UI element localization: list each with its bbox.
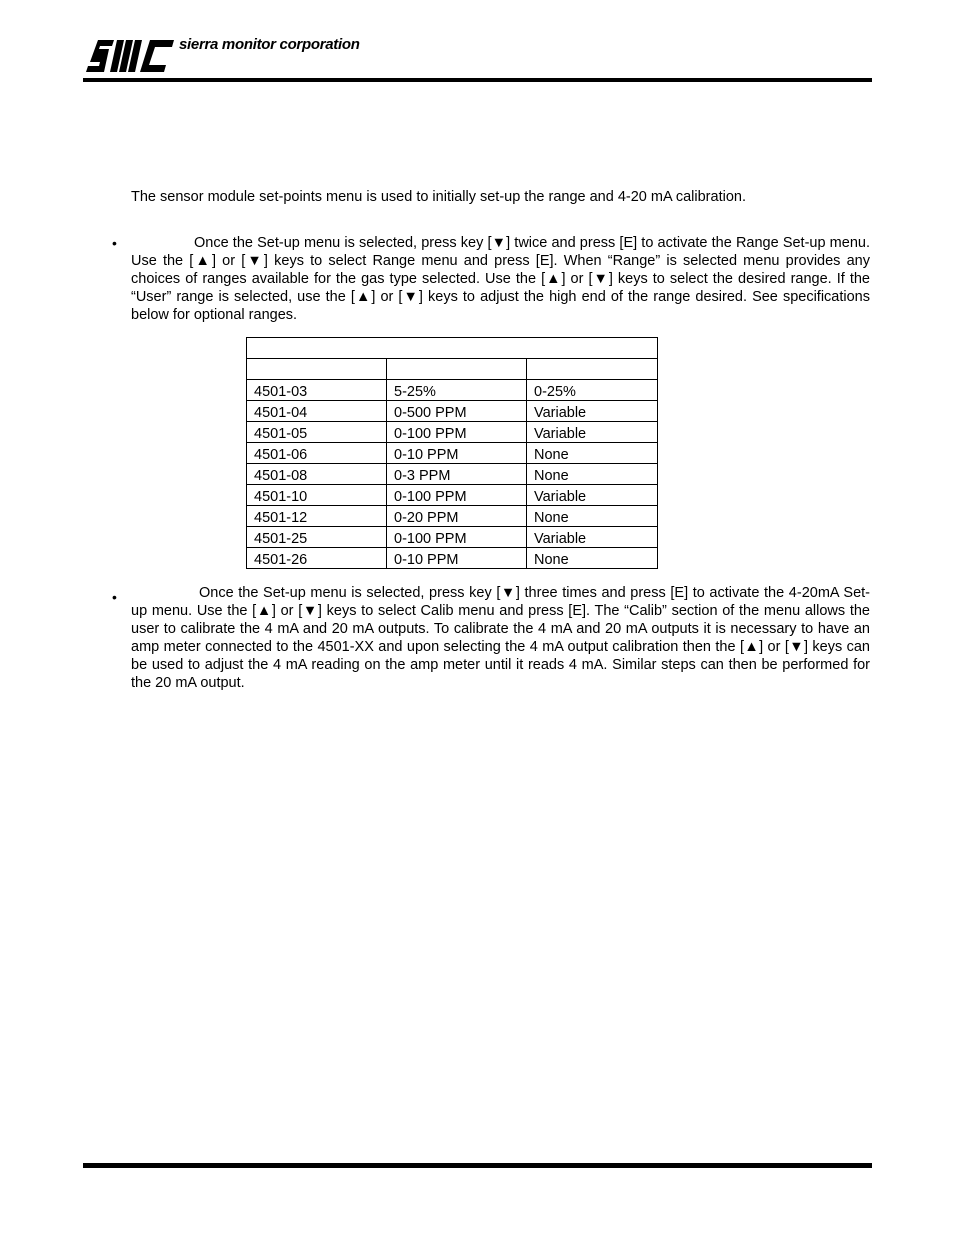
calib-setup-paragraph: Once the Set-up menu is selected, press key [▼] three times and press [E] to activate the 4-20mA Set-up menu. Use the [▲] or [▼] keys to select Calib menu and press [E]. The “Calib” section of the menu allows the user to calibrate the 4 mA and 20 mA outputs. To calibrate the 4 mA and 20 mA outputs it is necessary to have an amp meter connected to the 4501-XX and upon selecting the 4 mA output calibration then the [▲] or [▼] keys can be used to adjust the 4 mA reading on the amp meter until it reads 4 mA. Similar steps can then be performed for the 20 mA output. bbox=[131, 585, 870, 691]
table-cell: 4501-04 bbox=[247, 401, 387, 422]
table-cell: 0-3 PPM bbox=[387, 464, 527, 485]
table-cell: None bbox=[527, 443, 658, 464]
range-spec-table bbox=[246, 337, 658, 569]
table-row bbox=[247, 422, 658, 443]
header-rule bbox=[83, 78, 872, 82]
table-row bbox=[247, 527, 658, 548]
bullet-marker: • bbox=[112, 235, 117, 251]
table-cell: 0-10 PPM bbox=[387, 443, 527, 464]
table-cell: 4501-05 bbox=[247, 422, 387, 443]
company-name: sierra monitor corporation bbox=[179, 36, 360, 53]
company-logo bbox=[84, 38, 176, 74]
table-row bbox=[247, 401, 658, 422]
bullet-marker: • bbox=[112, 589, 117, 605]
table-row bbox=[247, 380, 658, 401]
table-cell: 4501-08 bbox=[247, 464, 387, 485]
table-cell: None bbox=[527, 464, 658, 485]
table-header-cell bbox=[527, 359, 658, 380]
table-cell: 0-100 PPM bbox=[387, 527, 527, 548]
table-header-cell bbox=[247, 359, 387, 380]
footer-rule bbox=[83, 1163, 872, 1168]
table-cell: Variable bbox=[527, 422, 658, 443]
table-title-row bbox=[247, 338, 658, 359]
table-row bbox=[247, 506, 658, 527]
table-cell: Variable bbox=[527, 527, 658, 548]
table-row bbox=[247, 464, 658, 485]
table-cell: 4501-26 bbox=[247, 548, 387, 569]
table-cell: Variable bbox=[527, 401, 658, 422]
table-cell: 0-25% bbox=[527, 380, 658, 401]
table-cell: 0-100 PPM bbox=[387, 422, 527, 443]
table-header-row bbox=[247, 359, 658, 380]
table-cell: 4501-25 bbox=[247, 527, 387, 548]
intro-paragraph: The sensor module set-points menu is used to initially set-up the range and 4-20 mA calibration. bbox=[131, 189, 746, 205]
table-cell: 4501-03 bbox=[247, 380, 387, 401]
table-cell: 0-100 PPM bbox=[387, 485, 527, 506]
table-cell: 0-10 PPM bbox=[387, 548, 527, 569]
table-row bbox=[247, 443, 658, 464]
table-cell: None bbox=[527, 506, 658, 527]
range-setup-paragraph: Once the Set-up menu is selected, press key [▼] twice and press [E] to activate the Range Set-up menu. Use the [▲] or [▼] keys to select Range menu and press [E]. When “Range” is selected menu provides any choices of ranges available for the gas type selected. Use the [▲] or [▼] keys to select the desired range. If the “User” range is selected, use the [▲] or [▼] keys to adjust the high end of the range desired. See specifications below for optional ranges. bbox=[131, 235, 870, 323]
table-cell: 5-25% bbox=[387, 380, 527, 401]
table-title-cell bbox=[247, 338, 658, 359]
table-cell: 4501-12 bbox=[247, 506, 387, 527]
table-cell: 4501-10 bbox=[247, 485, 387, 506]
table-cell: None bbox=[527, 548, 658, 569]
table-cell: 0-20 PPM bbox=[387, 506, 527, 527]
table-cell: Variable bbox=[527, 485, 658, 506]
table-row bbox=[247, 548, 658, 569]
table-cell: 4501-06 bbox=[247, 443, 387, 464]
table-header-cell bbox=[387, 359, 527, 380]
table-cell: 0-500 PPM bbox=[387, 401, 527, 422]
table-row bbox=[247, 485, 658, 506]
